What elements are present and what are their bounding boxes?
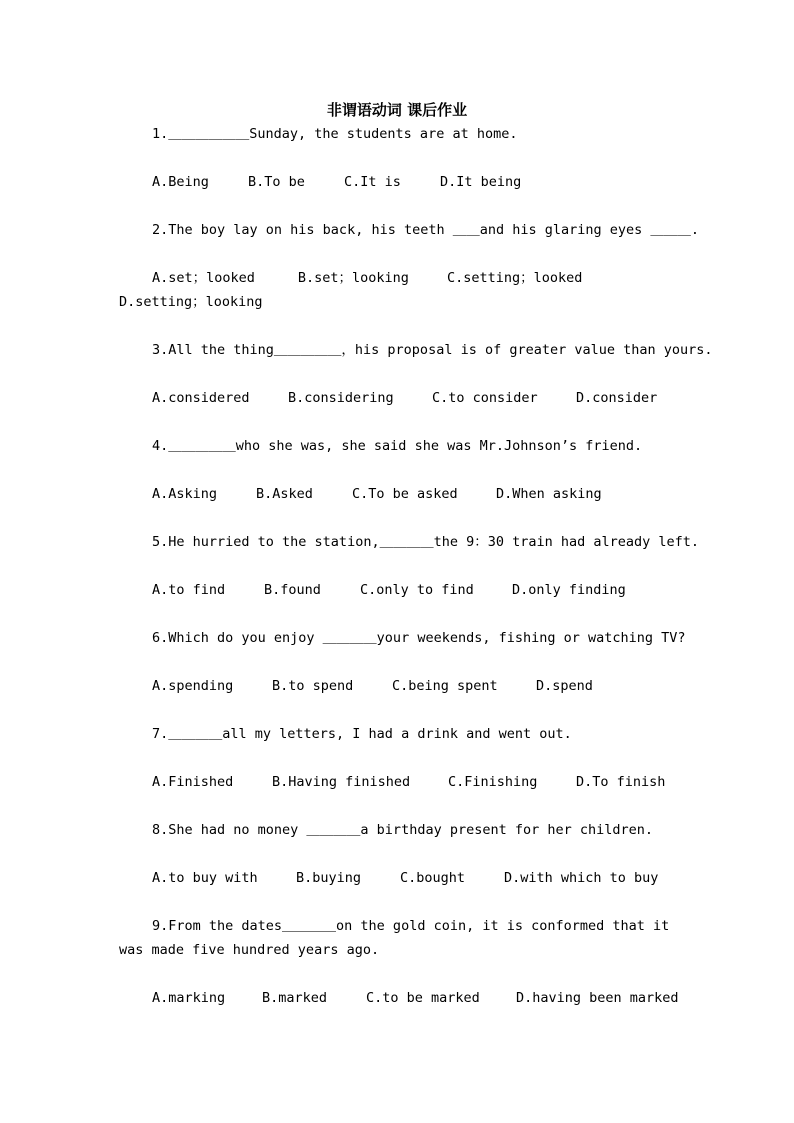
option: C.to be marked	[366, 990, 480, 1006]
option: A.spending	[152, 678, 234, 694]
question-options	[119, 386, 675, 410]
question-stem: 1.＿＿＿＿＿＿Sunday, the students are at home.	[152, 126, 518, 142]
option: A.marking	[152, 990, 226, 1006]
question-stem: 5.He hurried to the station,＿＿＿＿the 9：30 train had already left.	[152, 534, 700, 550]
option: C.It is	[344, 174, 401, 190]
option: C.to consider	[432, 390, 538, 406]
option: D.having been marked	[516, 990, 679, 1006]
option: A.Being	[152, 174, 209, 190]
option: D.When asking	[496, 486, 602, 502]
document-title: 非谓语动词 课后作业	[326, 101, 468, 119]
question-options	[119, 266, 675, 314]
option: C.Finishing	[448, 774, 538, 790]
question-options	[119, 986, 679, 1010]
question-stem: 8.She had no money ＿＿＿＿a birthday present for her children.	[152, 822, 654, 838]
option: C.setting；looked	[446, 270, 583, 286]
option: A.considered	[152, 390, 250, 406]
option: D.It being	[440, 174, 522, 190]
question-stem: 7.＿＿＿＿all my letters, I had a drink and went out.	[152, 726, 572, 742]
option: D.To finish	[576, 774, 666, 790]
question-options	[119, 674, 675, 698]
question-options	[119, 482, 675, 506]
option: A.Finished	[152, 774, 234, 790]
option: D.with which to buy	[504, 870, 659, 886]
question-stem: 9.From the dates＿＿＿＿on the gold coin, it is conformed that it was made five hundred years ago.	[119, 918, 670, 958]
question-stem: 6.Which do you enjoy ＿＿＿＿your weekends, fishing or watching TV?	[152, 630, 686, 646]
option: B.To be	[248, 174, 305, 190]
option: B.Asked	[256, 486, 313, 502]
option: A.Asking	[152, 486, 218, 502]
option: B.set；looking	[297, 270, 409, 286]
question-options	[119, 866, 675, 890]
option: C.only to find	[360, 582, 474, 598]
option: A.to buy with	[152, 870, 258, 886]
option: B.marked	[262, 990, 328, 1006]
option: D.spend	[536, 678, 593, 694]
option: B.Having finished	[272, 774, 411, 790]
option: B.considering	[288, 390, 394, 406]
question-options	[119, 770, 675, 794]
question-options	[119, 578, 675, 602]
option: B.to spend	[272, 678, 354, 694]
option: A.to find	[152, 582, 226, 598]
option: A.set；looked	[152, 270, 255, 286]
question-list	[119, 122, 713, 1010]
option: B.found	[264, 582, 321, 598]
option: C.To be asked	[352, 486, 458, 502]
option: D.consider	[576, 390, 658, 406]
option: C.being spent	[392, 678, 498, 694]
option: C.bought	[400, 870, 466, 886]
question-stem: 2.The boy lay on his back, his teeth ＿＿and his glaring eyes ＿＿＿.	[152, 222, 700, 238]
question-stem: 4.＿＿＿＿＿who she was, she said she was Mr.Johnson’s friend.	[152, 438, 643, 454]
question-stem: 3.All the thing＿＿＿＿＿，his proposal is of greater value than yours.	[152, 342, 713, 358]
option: B.buying	[296, 870, 362, 886]
question-options	[119, 170, 675, 194]
option: D.only finding	[512, 582, 626, 598]
option: D.setting；looking	[119, 294, 263, 310]
